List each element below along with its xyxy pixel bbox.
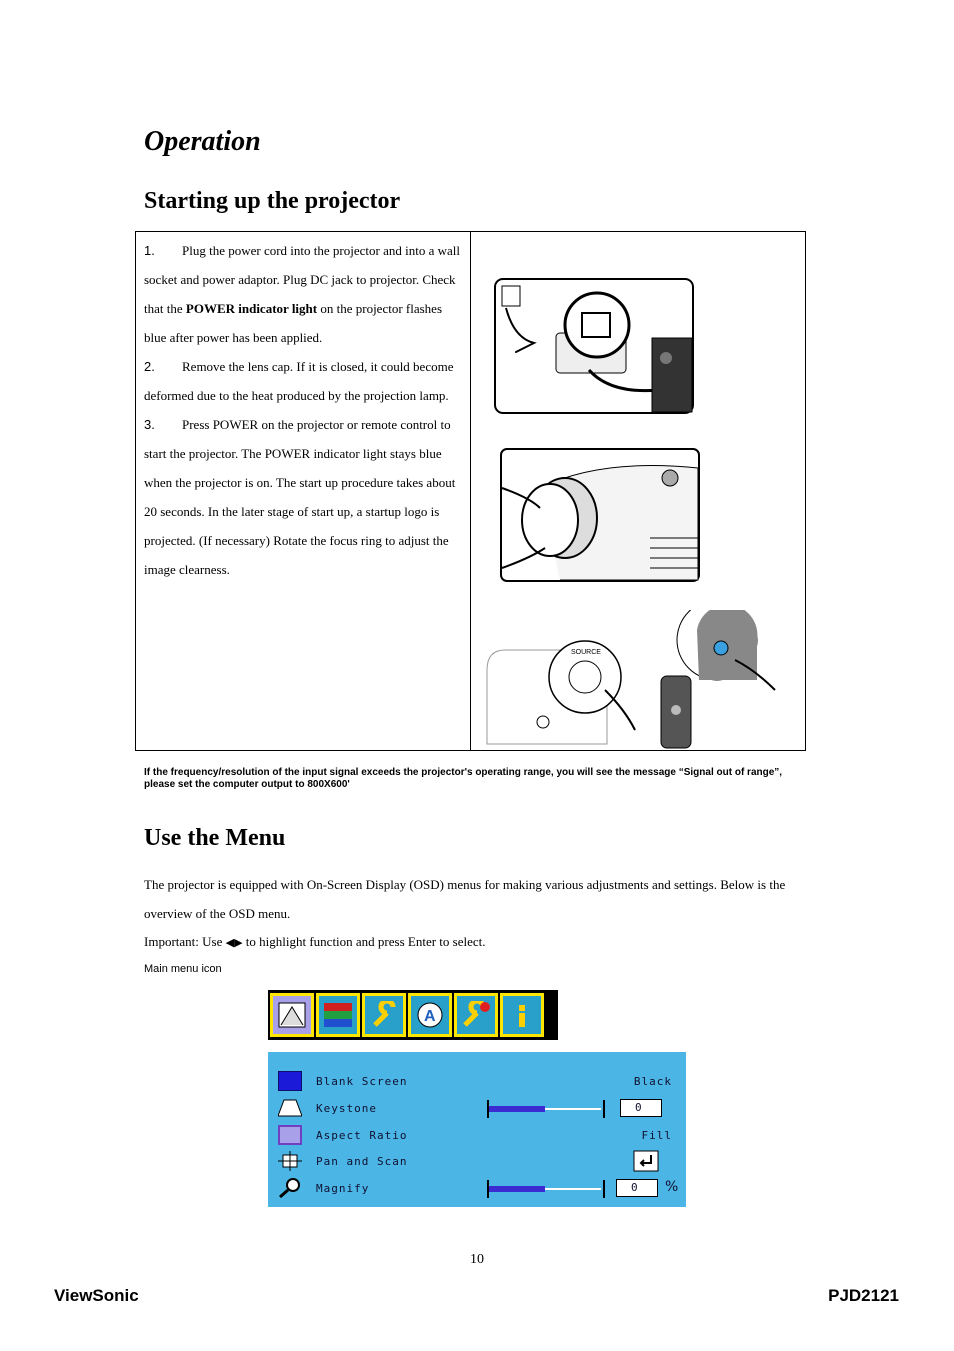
right-arrow-icon: ▶ (234, 937, 243, 949)
osd-row-keystone[interactable] (268, 1097, 686, 1121)
menu-intro: The projector is equipped with On-Screen Display (OSD) menus for making various adjustments and settings. Below is the overview of the OSD menu. (144, 877, 786, 921)
keystone-slider[interactable] (487, 1100, 605, 1118)
important-note (144, 927, 809, 958)
important-prefix: Important: Use (144, 934, 223, 949)
picture-icon[interactable] (270, 993, 314, 1037)
pan-scan-icon (278, 1151, 302, 1171)
enter-icon[interactable] (633, 1150, 659, 1175)
source-label: SOURCE (571, 649, 601, 656)
step-2 (144, 352, 466, 410)
osd-panel (268, 1052, 686, 1207)
svg-text:A: A (424, 1008, 436, 1025)
magnify-icon (278, 1178, 302, 1198)
section-title-menu: Use the Menu (144, 825, 286, 851)
osd-value: Black (633, 1075, 672, 1088)
steps-text (144, 236, 466, 584)
startup-steps-table (135, 231, 806, 751)
main-menu-icon-bar (268, 990, 558, 1040)
step-text-end: on the projector flashes blue after power has been applied. (144, 301, 443, 345)
step-1 (144, 236, 466, 352)
osd-label: Blank Screen (316, 1075, 408, 1088)
step-number: 1. (144, 243, 155, 258)
important-suffix: to highlight function and press Enter to select. (245, 934, 486, 949)
left-arrow-icon: ◀ (225, 937, 235, 949)
footer-brand: ViewSonic (54, 1286, 139, 1305)
step-number: 3. (144, 417, 155, 432)
osd-label: Pan and Scan (316, 1155, 408, 1168)
keystone-icon (278, 1098, 302, 1118)
step-bold-text: POWER indicator light (185, 301, 318, 316)
table-divider (470, 232, 471, 750)
aspect-ratio-icon (278, 1125, 302, 1145)
footer-model: PJD2121 (828, 1286, 899, 1305)
magnify-slider[interactable] (487, 1180, 605, 1198)
power-cord-illustration (494, 278, 718, 416)
keystone-value-box[interactable]: 0 (620, 1099, 662, 1117)
color-icon[interactable] (316, 993, 360, 1037)
osd-row-aspect-ratio[interactable] (268, 1124, 686, 1148)
signal-range-note: If the frequency/resolution of the input signal exceeds the projector's operating range, you will see the message “Signal out of range”, please set the computer output to 800X600' (144, 767, 783, 790)
step-text: Remove the lens cap. If it is closed, it could become deformed due to the heat produced by the projection lamp. (144, 359, 454, 403)
osd-row-magnify[interactable] (268, 1177, 686, 1201)
section-title-startup: Starting up the projector (144, 188, 401, 214)
blank-screen-icon (278, 1071, 302, 1091)
main-menu-label: Main menu icon (144, 963, 222, 975)
power-button-illustration (485, 610, 777, 750)
step-text: Plug the power cord into the projector and into a wall socket and power adaptor. Plug DC jack to projector. Check that the (144, 243, 460, 316)
osd-label: Magnify (316, 1182, 370, 1195)
step-3 (144, 410, 466, 584)
page-number: 10 (470, 1252, 484, 1267)
advanced-tool-icon[interactable] (454, 993, 498, 1037)
step-text: Press POWER on the projector or remote control to start the projector. The POWER indicator light stays blue when the projector is on. The start up procedure takes about 20 seconds. In the later stage of start up, a startup logo is projected. (If necessary) Rotate the focus ring to adjust the image clearness. (144, 417, 456, 577)
tool-icon[interactable] (362, 993, 406, 1037)
osd-value: Fill (641, 1129, 672, 1142)
step-number: 2. (144, 359, 155, 374)
info-icon[interactable] (500, 993, 544, 1037)
osd-row-blank-screen[interactable] (268, 1070, 686, 1094)
percent-unit: % (665, 1179, 680, 1195)
lens-cap-illustration (500, 448, 702, 584)
osd-row-pan-scan[interactable] (268, 1150, 686, 1174)
magnify-value-box[interactable]: 0 (616, 1179, 658, 1197)
language-icon[interactable] (408, 993, 452, 1037)
osd-label: Keystone (316, 1102, 377, 1115)
osd-label: Aspect Ratio (316, 1129, 408, 1142)
page-title: Operation (144, 126, 261, 157)
